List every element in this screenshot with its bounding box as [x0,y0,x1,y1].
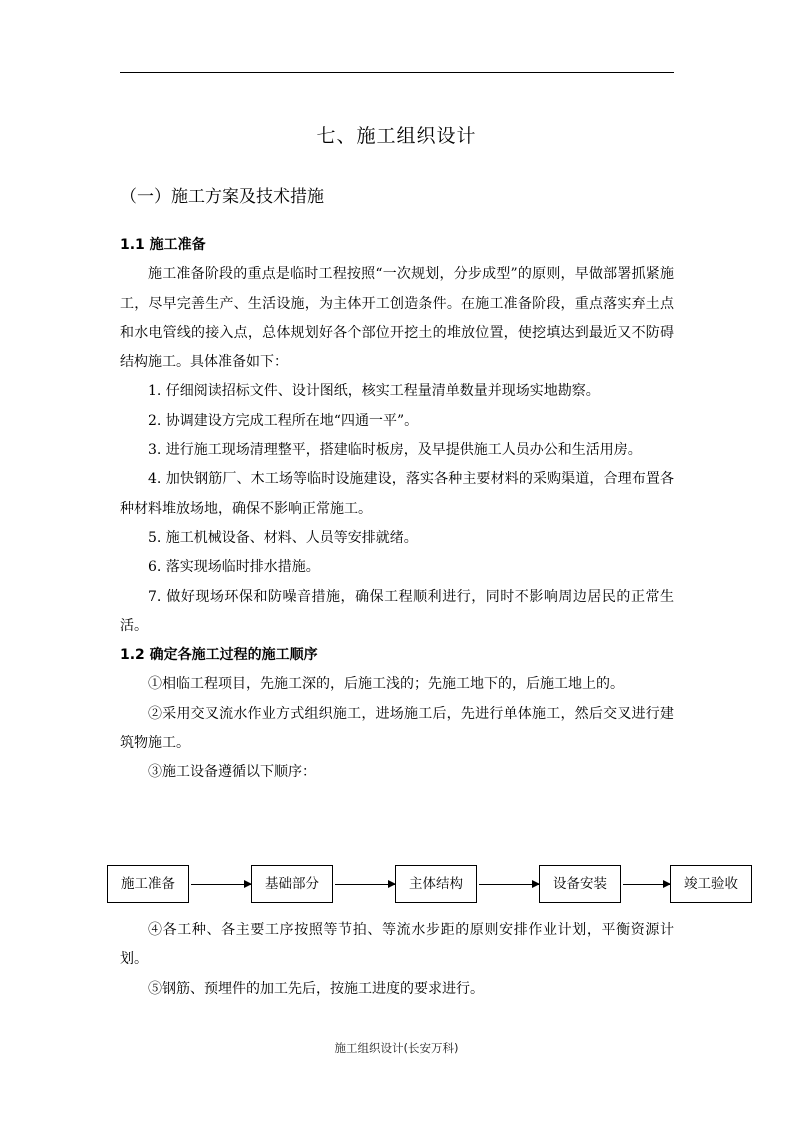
list-item: 1. 仔细阅读招标文件、设计图纸，核实工程量清单数量并现场实地勘察。 [148,383,600,400]
list-item: 3. 进行施工现场清理整平，搭建临时板房，及早提供施工人员办公和生活用房。 [148,442,642,459]
header-rule [120,72,674,73]
page-title: 七、施工组织设计 [316,125,477,147]
list-item: ⑤钢筋、预埋件的加工先后，按施工进度的要求进行。 [148,980,484,997]
page-footer: 施工组织设计(长安万科) [334,1041,459,1055]
process-flowchart [107,865,755,903]
flow-step-foundation: 基础部分 [251,865,333,903]
list-item: ④各工种、各主要工序按照等节拍、等流水步距的原则安排作业计划，平衡资源计划。 [120,922,674,968]
list-item: ①相临工程项目，先施工深的，后施工浅的；先施工地下的，后施工地上的。 [148,676,624,693]
list-item: 4. 加快钢筋厂、木工场等临时设施建设，落实各种主要材料的采购渠道，合理布置各种材料堆放场地，确保不影响正常施工。 [120,471,674,517]
arrow-right-icon [623,884,670,885]
flow-step-main-structure: 主体结构 [395,865,477,903]
paragraph: 施工准备阶段的重点是临时工程按照“一次规划，分步成型”的原则，早做部署抓紧施工，尽早完善生产、生活设施，为主体开工创造条件。在施工准备阶段，重点落实弃土点和水电管线的接入点，总体规划好各个部位开挖土的堆放位置，使挖填达到最近又不防碍结构施工。具体准备如下： [120,266,674,371]
flow-step-equipment-install: 设备安装 [539,865,621,903]
list-item: ③施工设备遵循以下顺序： [148,764,316,781]
arrow-right-icon [335,884,395,885]
list-item: 5. 施工机械设备、材料、人员等安排就绪。 [148,529,418,546]
subsection-heading-1-2: 1.2 确定各施工过程的施工顺序 [120,647,318,664]
arrow-right-icon [191,884,251,885]
section-body [120,231,674,788]
subsection-heading-1-1: 1.1 施工准备 [120,237,206,253]
flow-step-completion-acceptance: 竣工验收 [670,865,752,903]
list-item: 2. 协调建设方完成工程所在地“四通一平”。 [148,412,419,429]
section-heading: （一）施工方案及技术措施 [120,187,324,207]
list-item: 6. 落实现场临时排水措施。 [148,559,320,576]
list-item: 7. 做好现场环保和防噪音措施，确保工程顺利进行，同时不影响周边居民的正常生活。 [120,588,674,634]
arrow-right-icon [479,884,539,885]
section-body-continued [120,916,674,1004]
list-item: ②采用交叉流水作业方式组织施工，进场施工后，先进行单体施工，然后交叉进行建筑物施工。 [120,705,674,752]
flow-step-preparation: 施工准备 [107,865,189,903]
